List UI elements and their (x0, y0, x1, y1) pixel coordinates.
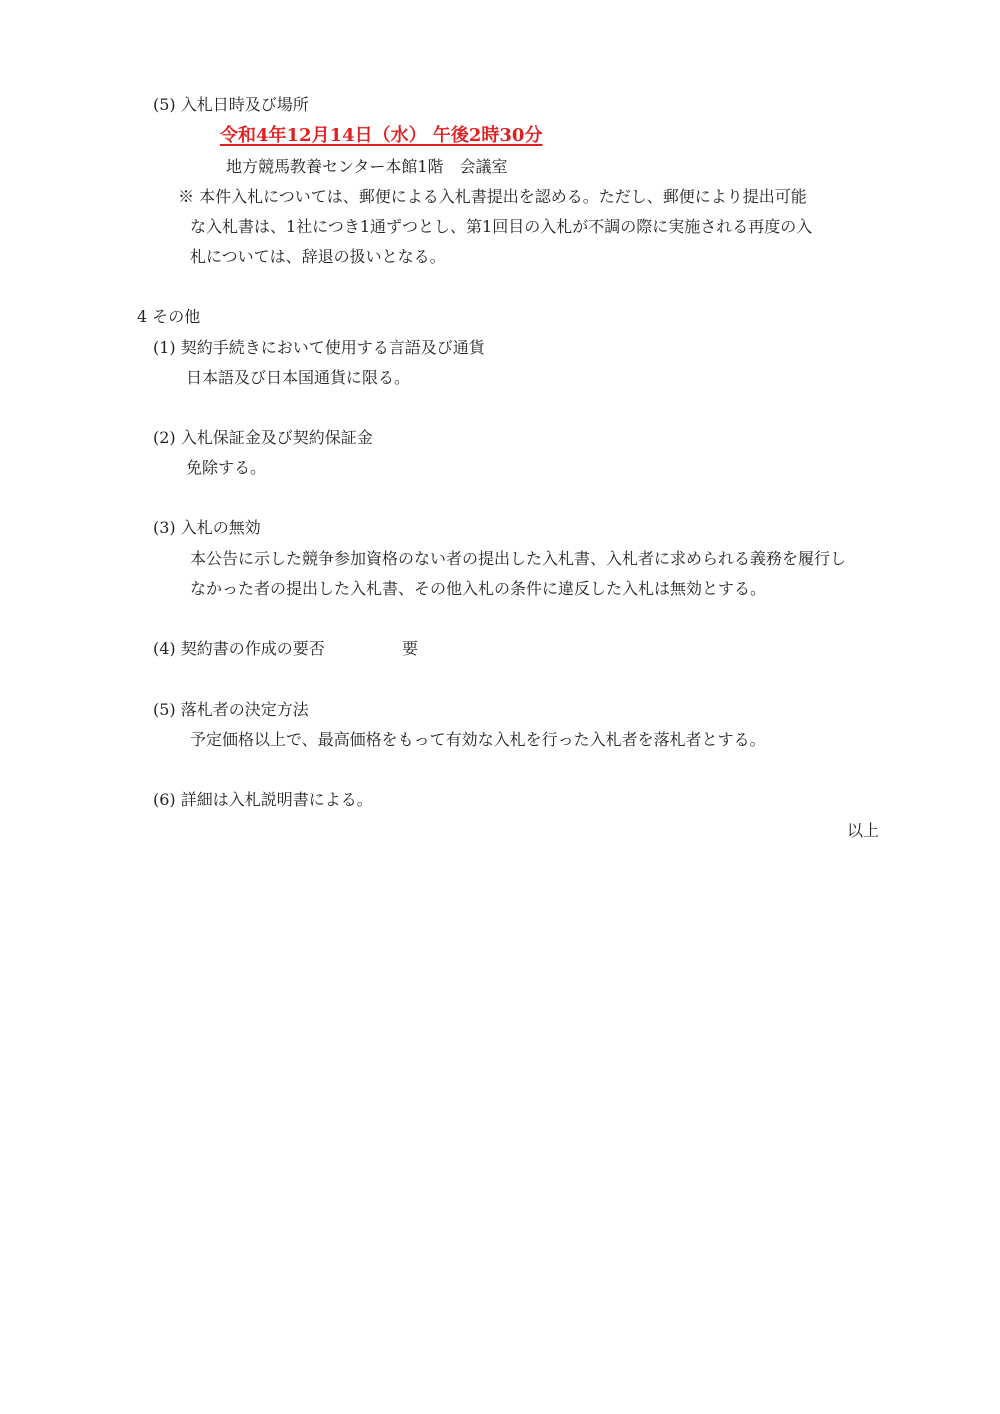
language-currency-heading: (1) 契約手続きにおいて使用する言語及び通貨 (153, 338, 485, 357)
contract-document-heading: (4) 契約書の作成の要否 (153, 639, 325, 658)
details-reference: (6) 詳細は入札説明書による。 (153, 790, 373, 809)
closing-mark: 以上 (847, 821, 880, 840)
language-currency-body: 日本語及び日本国通貨に限る。 (186, 368, 411, 387)
mail-bid-note-line-1: ※ 本件入札については、郵便による入札書提出を認める。ただし、郵便により提出可能 (178, 187, 807, 206)
mail-bid-note-line-2: な入札書は、1社につき1通ずつとし、第1回目の入札が不調の際に実施される再度の入 (190, 217, 813, 236)
winner-decision-body: 予定価格以上で、最高価格をもって有効な入札を行った入札者を落札者とする。 (190, 730, 766, 749)
bid-place: 地方競馬教養センター本館1階 会議室 (226, 157, 508, 176)
bid-security-heading: (2) 入札保証金及び契約保証金 (153, 428, 373, 447)
bid-datetime: 令和4年12月14日（水） 午後2時30分 (220, 125, 543, 146)
bid-security-body: 免除する。 (186, 458, 267, 477)
invalid-bids-heading: (3) 入札の無効 (153, 518, 261, 537)
contract-document-value: 要 (402, 639, 419, 658)
section-4-heading: 4 その他 (137, 307, 201, 326)
mail-bid-note-line-3: 札については、辞退の扱いとなる。 (190, 247, 446, 266)
bid-datetime-place-heading: (5) 入札日時及び場所 (153, 95, 309, 114)
invalid-bids-body-line-2: なかった者の提出した入札書、その他入札の条件に違反した入札は無効とする。 (190, 579, 767, 598)
invalid-bids-body-line-1: 本公告に示した競争参加資格のない者の提出した入札書、入札者に求められる義務を履行し (190, 549, 847, 568)
winner-decision-heading: (5) 落札者の決定方法 (153, 700, 309, 719)
